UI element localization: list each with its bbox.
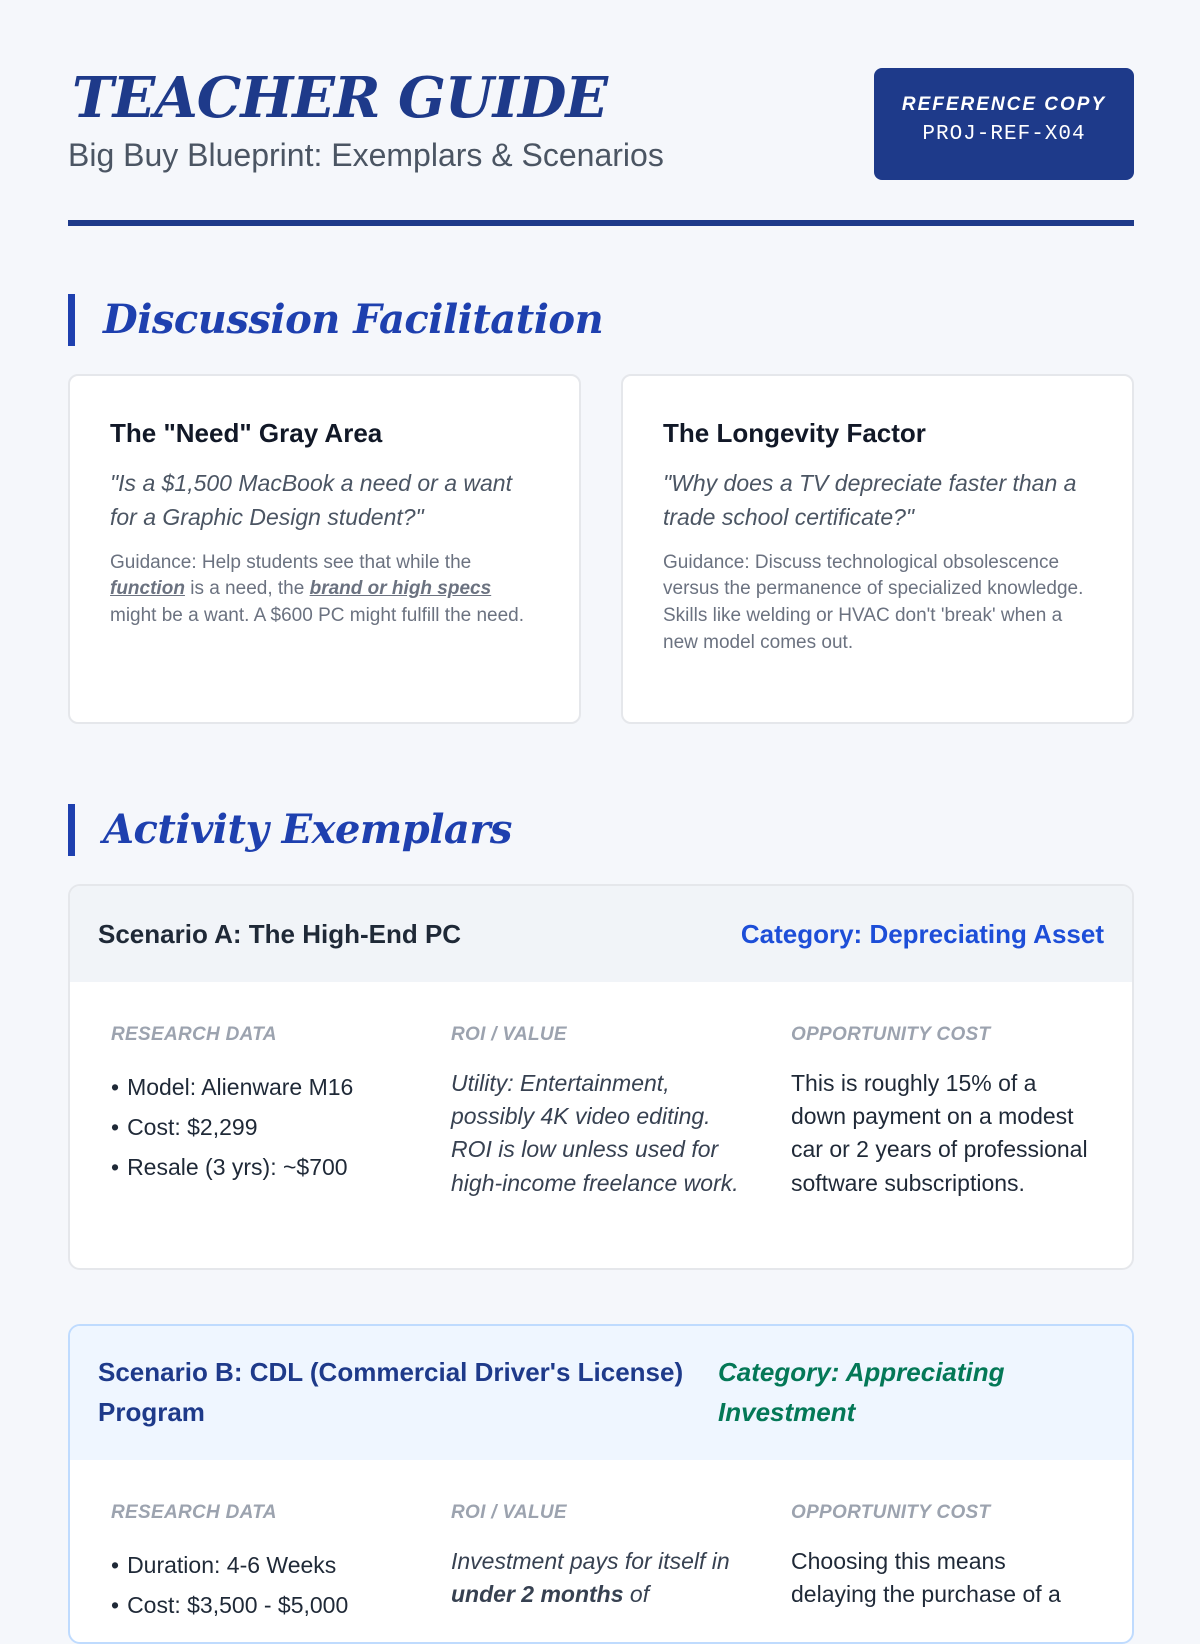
column-label: OPPORTUNITY COST: [791, 1024, 991, 1045]
column-label: ROI / VALUE: [451, 1502, 567, 1523]
column-label: RESEARCH DATA: [111, 1502, 277, 1523]
column-label: RESEARCH DATA: [111, 1024, 277, 1045]
reference-badge: [874, 68, 1134, 180]
card-title: The Longevity Factor: [663, 418, 926, 448]
opportunity-column: [791, 1502, 1091, 1611]
list-item: • Cost: $3,500 - $5,000: [111, 1585, 411, 1625]
opportunity-text: This is roughly 15% of a down payment on a modest car or 2 years of professional software subscriptions.: [791, 1069, 1088, 1196]
opportunity-text: Choosing this means delaying the purchase of a: [791, 1547, 1061, 1608]
guidance-emphasis: function: [110, 578, 185, 600]
section-heading-exemplars: [68, 804, 1134, 856]
card-guidance: [110, 550, 539, 630]
research-column: [111, 1024, 411, 1187]
scenario-title: [98, 1352, 738, 1432]
scenario-card-b: [68, 1324, 1134, 1644]
card-quote: "Is a $1,500 MacBook a need or a want for a Graphic Design student?": [110, 470, 512, 530]
guidance-text: is a need, the: [184, 578, 310, 600]
roi-text: Utility: Entertainment, possibly 4K video editing. ROI is low unless used for high-income freelance work.: [451, 1069, 739, 1196]
research-list: [111, 1545, 411, 1625]
scenario-title-line: Scenario B: CDL (Commercial Driver's License): [98, 1357, 684, 1387]
roi-column: [451, 1024, 751, 1200]
research-column: [111, 1502, 411, 1625]
guidance-text: Guidance: Help students see that while the: [110, 551, 472, 573]
roi-column: [451, 1502, 751, 1611]
opportunity-column: [791, 1024, 1091, 1200]
section-heading-discussion: [68, 294, 1134, 346]
section-title: Activity Exemplars: [103, 806, 512, 853]
card-title: The "Need" Gray Area: [110, 418, 383, 448]
list-item: • Model: Alienware M16: [111, 1067, 411, 1107]
page-subtitle: Big Buy Blueprint: Exemplars & Scenarios: [68, 137, 664, 173]
roi-text: [451, 1545, 751, 1612]
scenario-header: [70, 886, 1132, 982]
scenario-category: Category: Depreciating Asset: [740, 919, 1104, 949]
discussion-card-longevity: [621, 374, 1134, 724]
scenario-title-line: Program: [98, 1397, 205, 1427]
scenario-card-a: [68, 884, 1134, 1270]
column-label: ROI / VALUE: [451, 1024, 567, 1045]
header-divider: [68, 220, 1134, 226]
scenario-title: Scenario A: The High-End PC: [98, 919, 462, 949]
card-guidance: Guidance: Discuss technological obsolescence versus the permanence of specialized knowledge. Skills like welding or HVAC don't 'break' when a new model comes out.: [663, 551, 1084, 653]
research-list: [111, 1067, 411, 1187]
list-item: • Cost: $2,299: [111, 1107, 411, 1147]
section-title: Discussion Facilitation: [103, 296, 604, 343]
card-quote: "Why does a TV depreciate faster than a trade school certificate?": [663, 470, 1077, 530]
reference-label: REFERENCE COPY: [901, 94, 1107, 115]
page-header: [68, 0, 1134, 226]
roi-text-part: Investment pays for itself in: [451, 1547, 730, 1574]
column-label: OPPORTUNITY COST: [791, 1502, 991, 1523]
roi-text-part: of: [623, 1581, 650, 1608]
scenario-columns: [70, 1460, 1132, 1644]
scenario-category-line: Investment: [718, 1397, 856, 1427]
roi-emphasis: under 2 months: [451, 1581, 624, 1608]
scenario-columns: [70, 982, 1132, 1270]
discussion-card-need: [68, 374, 581, 724]
list-item: • Duration: 4-6 Weeks: [111, 1545, 411, 1585]
scenario-category-line: Category: Appreciating: [718, 1357, 1005, 1387]
guidance-text: might be a want. A $600 PC might fulfill the need.: [110, 605, 525, 627]
discussion-cards: [68, 374, 1134, 724]
page-title: TEACHER GUIDE: [72, 65, 608, 131]
scenario-header: [70, 1326, 1132, 1460]
teacher-guide-page: [68, 0, 1134, 1618]
list-item: • Resale (3 yrs): ~$700: [111, 1147, 411, 1187]
scenario-category: [718, 1352, 1005, 1432]
reference-code: PROJ-REF-X04: [922, 122, 1086, 146]
guidance-emphasis: brand or high specs: [309, 578, 492, 600]
